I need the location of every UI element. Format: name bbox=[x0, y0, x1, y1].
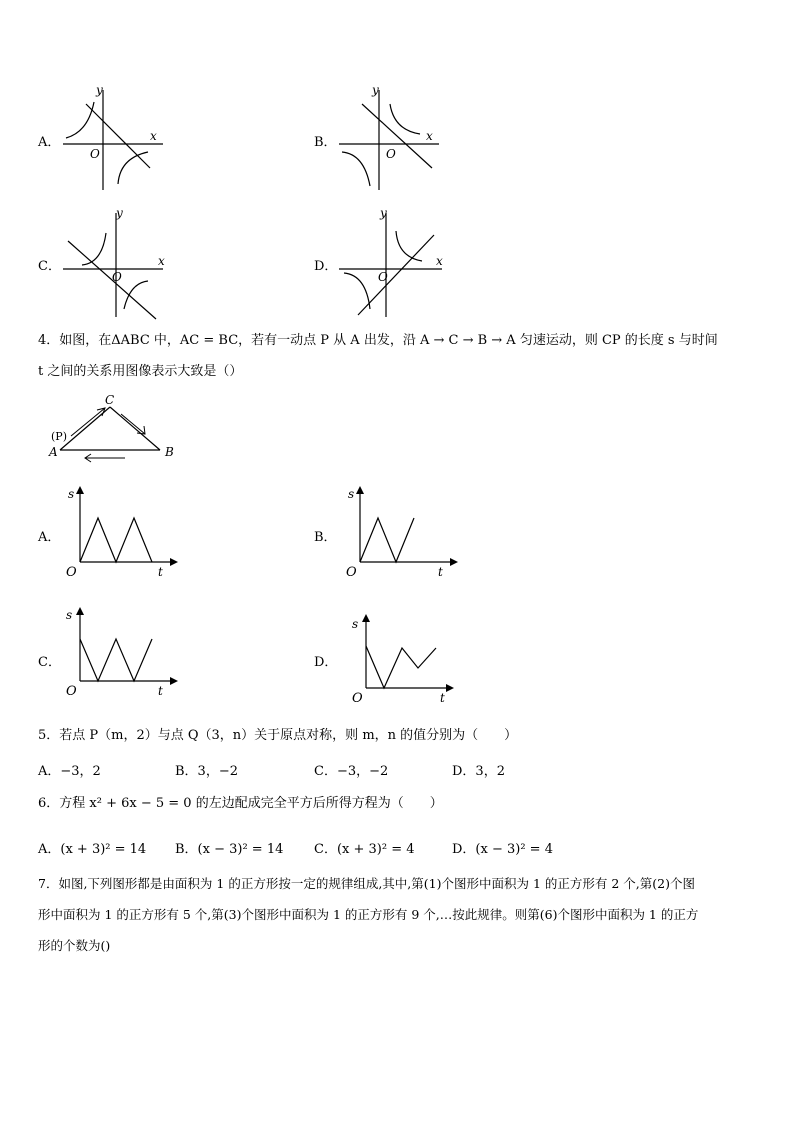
q5-option-b: B．3，−2 bbox=[175, 764, 238, 779]
svg-text:t: t bbox=[440, 691, 445, 705]
q4-option-d-label: D． bbox=[314, 655, 338, 670]
q4-option-c-label: C． bbox=[38, 655, 61, 670]
q3-option-c-label: C． bbox=[38, 259, 61, 274]
svg-text:x: x bbox=[436, 254, 443, 268]
svg-text:s: s bbox=[68, 487, 75, 501]
q4-option-b-graph bbox=[342, 482, 462, 582]
svg-text:t: t bbox=[158, 565, 163, 579]
q6-text: 6．方程 x² + 6x − 5 = 0 的左边配成完全平方后所得方程为（ ） bbox=[38, 796, 443, 811]
q6-option-d: D．(x − 3)² = 4 bbox=[452, 842, 553, 857]
q6-option-c: C．(x + 3)² = 4 bbox=[314, 842, 415, 857]
q3-option-b-label: B． bbox=[314, 135, 337, 150]
svg-text:y: y bbox=[116, 206, 123, 220]
q4-option-a-graph bbox=[62, 482, 182, 582]
svg-text:s: s bbox=[352, 617, 359, 631]
svg-text:O: O bbox=[346, 565, 357, 580]
q3-option-a-graph bbox=[58, 80, 168, 195]
svg-text:C: C bbox=[105, 393, 115, 407]
svg-text:y: y bbox=[372, 83, 379, 97]
q7-text-line3: 形的个数为() bbox=[38, 938, 111, 953]
svg-text:O: O bbox=[378, 270, 388, 284]
q3-option-c-graph bbox=[58, 205, 173, 320]
q5-option-c: C．−3，−2 bbox=[314, 764, 389, 779]
svg-text:t: t bbox=[438, 565, 443, 579]
svg-text:y: y bbox=[96, 83, 103, 97]
q4-text-line2: t 之间的关系用图像表示大致是（） bbox=[38, 364, 243, 379]
q5-text: 5．若点 P（m，2）与点 Q（3，n）关于原点对称，则 m，n 的值分别为（ ） bbox=[38, 728, 518, 743]
svg-text:x: x bbox=[426, 129, 433, 143]
svg-text:x: x bbox=[158, 254, 165, 268]
q3-option-a-label: A． bbox=[38, 135, 61, 150]
svg-text:s: s bbox=[66, 608, 73, 622]
q3-option-d-label: D． bbox=[314, 259, 338, 274]
q4-option-b-label: B． bbox=[314, 530, 337, 545]
q5-option-a: A．−3，2 bbox=[38, 764, 101, 779]
svg-text:O: O bbox=[66, 565, 77, 580]
q7-text-line2: 形中面积为 1 的正方形有 5 个,第(3)个图形中面积为 1 的正方形有 9 个,…按此规律。则第(6)个图形中面积为 1 的正方 bbox=[38, 907, 699, 922]
q5-option-d: D．3，2 bbox=[452, 764, 505, 779]
q6-option-a: A．(x + 3)² = 14 bbox=[38, 842, 147, 857]
q3-option-b-graph bbox=[334, 80, 444, 195]
svg-text:t: t bbox=[158, 684, 163, 698]
svg-text:O: O bbox=[90, 147, 100, 161]
svg-text:x: x bbox=[150, 129, 157, 143]
q4-option-c-graph bbox=[62, 605, 182, 705]
svg-text:y: y bbox=[380, 206, 387, 220]
svg-text:(P): (P) bbox=[51, 430, 67, 443]
q4-option-d-graph bbox=[338, 612, 458, 712]
q7-text-line1: 7．如图,下列图形都是由面积为 1 的正方形按一定的规律组成,其中,第(1)个图形中面积为 1 的正方形有 2 个,第(2)个图 bbox=[38, 876, 695, 891]
svg-text:O: O bbox=[386, 147, 396, 161]
svg-text:A: A bbox=[49, 445, 58, 459]
q4-text-line1: 4．如图，在ΔABC 中，AC = BC，若有一动点 P 从 A 出发，沿 A → C → B → A 匀速运动，则 CP 的长度 s 与时间 bbox=[38, 333, 718, 348]
svg-text:s: s bbox=[348, 487, 355, 501]
svg-text:O: O bbox=[66, 684, 77, 699]
svg-text:B: B bbox=[165, 445, 174, 459]
q4-triangle-figure bbox=[45, 392, 185, 467]
q6-option-b: B．(x − 3)² = 14 bbox=[175, 842, 284, 857]
svg-text:O: O bbox=[112, 270, 122, 284]
q3-option-d-graph bbox=[334, 205, 449, 320]
q4-option-a-label: A． bbox=[38, 530, 61, 545]
svg-text:O: O bbox=[352, 691, 363, 706]
